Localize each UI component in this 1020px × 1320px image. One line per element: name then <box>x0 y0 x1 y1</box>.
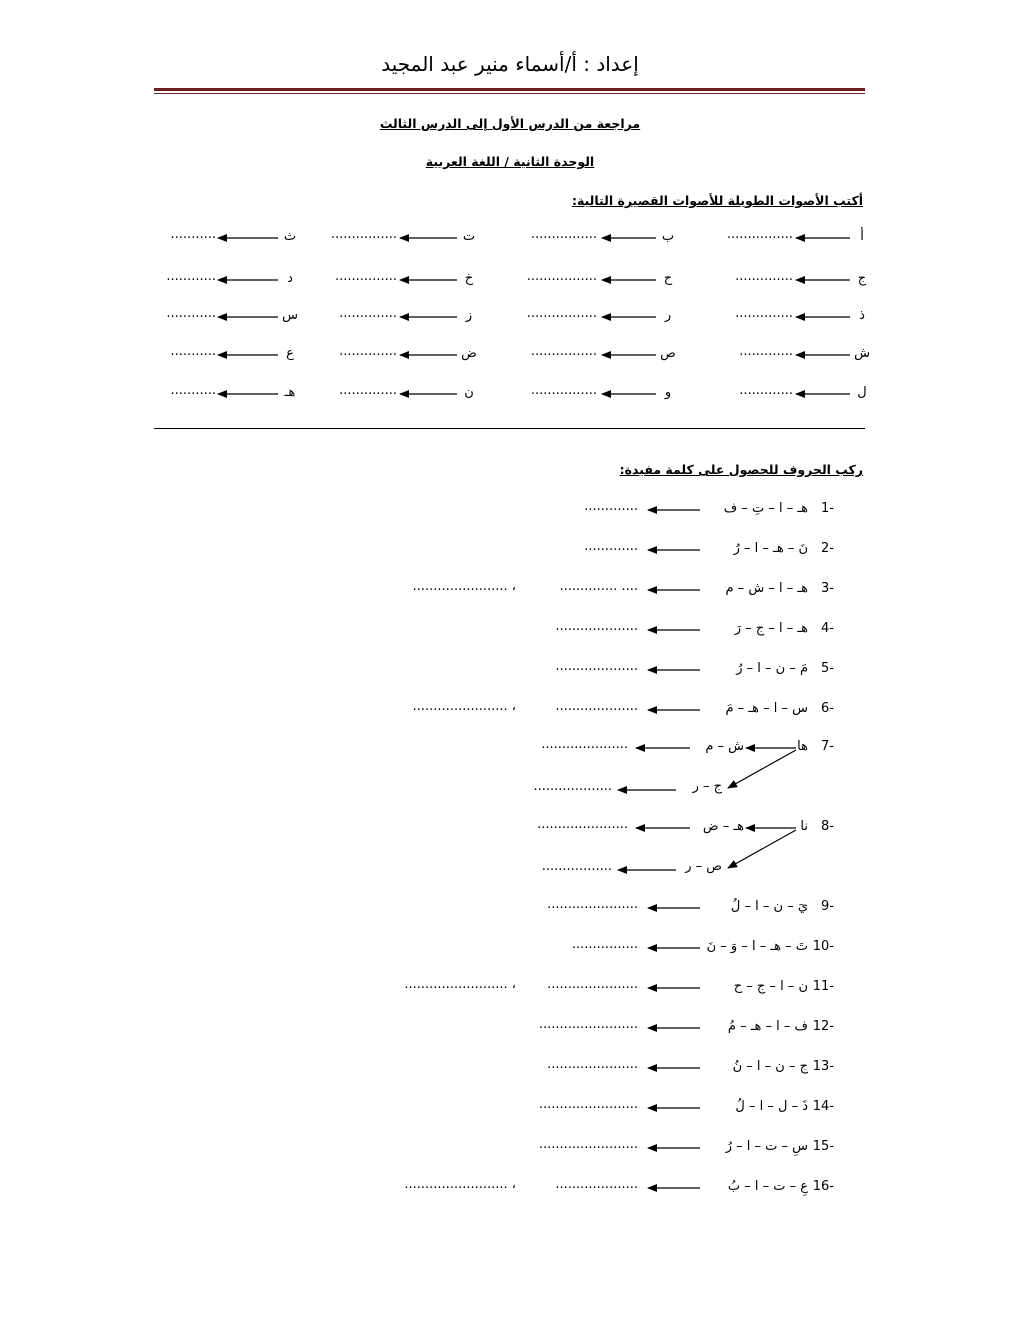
item-number: 12- <box>812 1019 834 1034</box>
item-number: 13- <box>812 1059 834 1074</box>
item-answer-blank: ................ <box>571 937 638 952</box>
item-letters-stem: ها <box>797 739 808 754</box>
item-answer-blank: ...................... <box>547 1057 638 1072</box>
item-letters: ذَ – ل – ا – لُ <box>735 1099 808 1114</box>
short-vowel-letter: س <box>282 308 298 323</box>
item-number: 8- <box>821 819 834 834</box>
short-vowel-letter: أ <box>860 229 864 244</box>
item-answer-blank: ...................... <box>537 817 628 832</box>
item-letters: س – ا – هـ – مَ <box>725 701 808 716</box>
item-answer-blank: .................... <box>555 659 638 674</box>
answer-blank: ........... <box>170 383 216 398</box>
short-vowel-letter: ص <box>660 346 676 361</box>
short-vowel-letter: د <box>287 271 293 286</box>
short-vowel-letter: ن <box>464 385 474 400</box>
answer-blank: ............. <box>739 383 793 398</box>
answer-blank: ................ <box>530 383 597 398</box>
item-letters-branch-b: ج – ر <box>692 779 722 794</box>
answer-blank: ........... <box>170 227 216 242</box>
item-answer-blank: ........................ <box>538 1017 638 1032</box>
author-header: إعداد : أ/أسماء منير عبد المجيد <box>381 52 639 76</box>
unit-title: الوحدة الثانية / اللغة العربية <box>425 154 595 169</box>
answer-blank: ............ <box>166 269 216 284</box>
short-vowel-letter: خ <box>464 271 474 286</box>
answer-blank: ................ <box>530 227 597 242</box>
short-vowel-letter: ر <box>664 308 672 323</box>
item-letters: نَ – هـ – ا – رُ <box>733 541 808 556</box>
answer-blank: .............. <box>735 306 793 321</box>
arrow-branch-b-7 <box>728 750 796 788</box>
section2-instruction: ركب الحروف للحصول على كلمة مفيدة: <box>619 462 863 477</box>
item-answer-blank-2: ................. <box>541 859 612 874</box>
item-letters-branch-a: هـ – ض <box>702 819 744 834</box>
item-letters-stem: نا <box>800 819 808 834</box>
item-number: 2- <box>821 541 834 556</box>
item-answer-blank-2: ....................... ، <box>412 699 516 714</box>
item-answer-blank: ...................... <box>547 977 638 992</box>
item-letters-branch-a: ش – م <box>705 739 744 754</box>
item-answer-blank: .................... <box>555 619 638 634</box>
arrow-branch-b-8 <box>728 830 796 868</box>
answer-blank: ................ <box>726 227 793 242</box>
short-vowel-letter: هـ <box>284 385 296 400</box>
answer-blank: ............ <box>166 306 216 321</box>
short-vowel-letter: ع <box>286 346 294 361</box>
item-letters: هـ – ا – ج – رَ <box>734 621 808 636</box>
answer-blank: ................. <box>526 269 597 284</box>
item-number: 7- <box>821 739 834 754</box>
short-vowel-letter: ج <box>857 271 867 286</box>
item-number: 1- <box>821 501 834 516</box>
item-answer-blank: ............. <box>584 499 638 514</box>
item-letters: عِ – ت – ا – بُ <box>727 1179 808 1194</box>
item-answer-blank-2: ....................... ، <box>412 579 516 594</box>
item-number: 11- <box>812 979 834 994</box>
item-letters: مَ – ن – ا – رُ <box>736 661 808 676</box>
item-answer-blank-2: ......................... ، <box>404 977 516 992</box>
item-answer-blank: .............. .... <box>559 579 638 594</box>
item-letters: هـ – ا – ش – م <box>725 581 808 596</box>
answer-blank: ............... <box>335 269 397 284</box>
short-vowel-letter: ذ <box>859 308 865 323</box>
item-answer-blank: ........................ <box>538 1137 638 1152</box>
item-letters: ج – ن – ا – نُ <box>732 1059 808 1074</box>
item-answer-blank: ...................... <box>547 897 638 912</box>
answer-blank: ................. <box>526 306 597 321</box>
section1-instruction: أكتب الأصوات الطويلة للأصوات القصيرة التالية: <box>571 193 863 208</box>
item-answer-blank-2: ......................... ، <box>404 1177 516 1192</box>
short-vowel-letter: ض <box>461 346 477 361</box>
short-vowel-letter: ث <box>283 229 297 244</box>
item-letters: تَ – هـ – ا – وَ – نَ <box>706 939 808 954</box>
short-vowel-letter: ب <box>661 229 675 244</box>
short-vowel-letter: ل <box>857 385 867 400</box>
short-vowel-letter: و <box>664 385 672 400</box>
item-number: 14- <box>812 1099 834 1114</box>
short-vowel-letter: ز <box>465 308 473 323</box>
item-answer-blank: ..................... <box>541 737 628 752</box>
short-vowel-letter: ش <box>854 346 870 361</box>
short-vowel-letter: ح <box>663 271 673 286</box>
short-vowel-letter: ت <box>462 229 476 244</box>
answer-blank: ............. <box>739 344 793 359</box>
item-number: 6- <box>821 701 834 716</box>
item-answer-blank: ............. <box>584 539 638 554</box>
item-answer-blank: ........................ <box>538 1097 638 1112</box>
item-answer-blank: .................... <box>555 699 638 714</box>
item-letters: ف – ا – هـ – مُ <box>727 1019 808 1034</box>
item-letters: يَ – ن – ا – لُ <box>730 899 808 914</box>
item-letters-branch-b: ص – ر <box>685 859 722 874</box>
answer-blank: ................ <box>330 227 397 242</box>
item-answer-blank: .................... <box>555 1177 638 1192</box>
item-letters: سِ – ت – ا – رُ <box>725 1139 808 1154</box>
item-letters: هـ – ا – تِ – ف <box>723 501 808 516</box>
item-number: 4- <box>821 621 834 636</box>
item-letters: ن – ا – ج – ح <box>733 979 808 994</box>
review-title: مراجعة من الدرس الأول إلى الدرس الثالث <box>379 116 641 131</box>
item-number: 3- <box>821 581 834 596</box>
item-number: 15- <box>812 1139 834 1154</box>
item-number: 10- <box>812 939 834 954</box>
item-answer-blank-2: ................... <box>533 779 612 794</box>
answer-blank: ........... <box>170 344 216 359</box>
item-number: 9- <box>821 899 834 914</box>
item-number: 16- <box>812 1179 834 1194</box>
answer-blank: .............. <box>339 344 397 359</box>
answer-blank: ................ <box>530 344 597 359</box>
item-number: 5- <box>821 661 834 676</box>
answer-blank: .............. <box>735 269 793 284</box>
answer-blank: .............. <box>339 383 397 398</box>
answer-blank: .............. <box>339 306 397 321</box>
